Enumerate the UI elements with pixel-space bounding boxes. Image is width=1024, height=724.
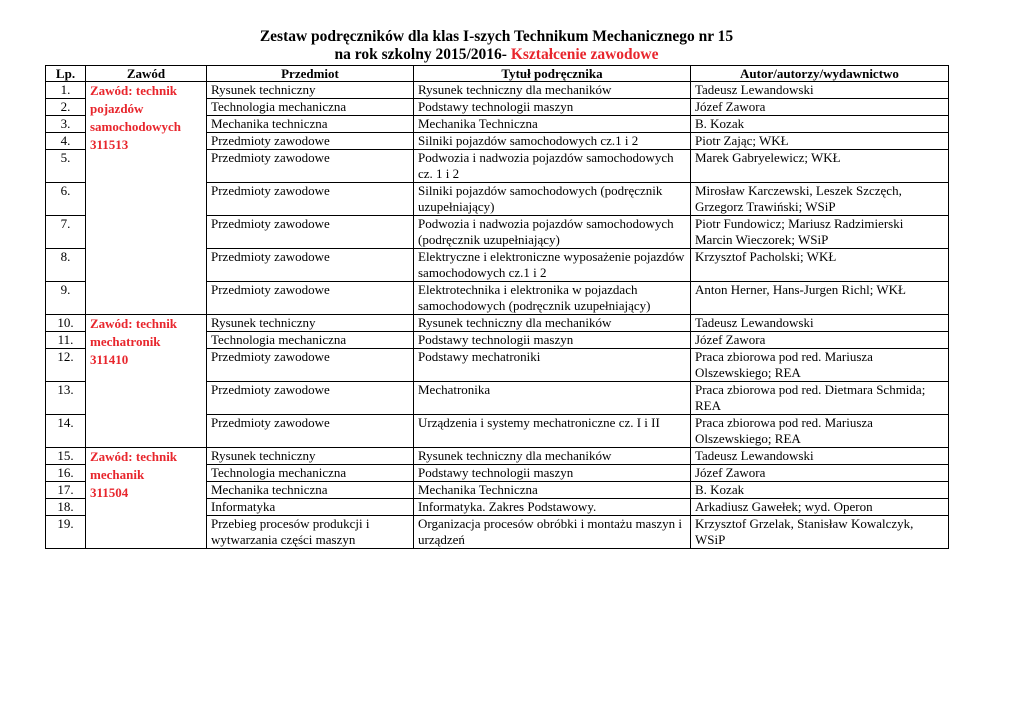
textbook-table (45, 65, 949, 549)
row-przedmiot: Przedmioty zawodowe (207, 249, 414, 282)
row-autor: Józef Zawora (691, 332, 949, 349)
row-autor: Tadeusz Lewandowski (691, 315, 949, 332)
row-autor: Arkadiusz Gawełek; wyd. Operon (691, 499, 949, 516)
header-tytul: Tytuł podręcznika (414, 66, 691, 82)
row-lp: 9. (46, 282, 86, 315)
row-autor: Praca zbiorowa pod red. Mariusza Olszewskiego; REA (691, 349, 949, 382)
row-lp: 5. (46, 150, 86, 183)
row-przedmiot: Informatyka (207, 499, 414, 516)
row-tytul: Organizacja procesów obróbki i montażu maszyn i urządzeń (414, 516, 691, 549)
row-tytul: Elektryczne i elektroniczne wyposażenie pojazdów samochodowych cz.1 i 2 (414, 249, 691, 282)
row-autor: Praca zbiorowa pod red. Dietmara Schmida; REA (691, 382, 949, 415)
row-przedmiot: Mechanika techniczna (207, 116, 414, 133)
row-autor: B. Kozak (691, 482, 949, 499)
row-przedmiot: Technologia mechaniczna (207, 99, 414, 116)
row-lp: 10. (46, 315, 86, 332)
row-tytul: Rysunek techniczny dla mechaników (414, 82, 691, 99)
table-row (46, 448, 949, 465)
row-przedmiot: Przedmioty zawodowe (207, 150, 414, 183)
zawod-name: mechanik (90, 467, 145, 482)
row-przedmiot: Przedmioty zawodowe (207, 216, 414, 249)
title-line-2 (45, 46, 948, 64)
row-lp: 15. (46, 448, 86, 465)
row-tytul: Podstawy mechatroniki (414, 349, 691, 382)
row-lp: 1. (46, 82, 86, 99)
row-przedmiot: Rysunek techniczny (207, 315, 414, 332)
row-tytul: Podwozia i nadwozia pojazdów samochodowych cz. 1 i 2 (414, 150, 691, 183)
zawod-cell-pojazdy (86, 82, 207, 315)
zawod-code: 311410 (90, 352, 129, 367)
row-przedmiot: Rysunek techniczny (207, 82, 414, 99)
row-tytul: Podstawy technologii maszyn (414, 332, 691, 349)
document-page (45, 28, 948, 549)
row-autor: Praca zbiorowa pod red. Mariusza Olszewskiego; REA (691, 415, 949, 448)
row-przedmiot: Technologia mechaniczna (207, 465, 414, 482)
row-przedmiot: Przedmioty zawodowe (207, 282, 414, 315)
row-lp: 2. (46, 99, 86, 116)
row-lp: 7. (46, 216, 86, 249)
row-lp: 6. (46, 183, 86, 216)
row-autor: Mirosław Karczewski, Leszek Szczęch, Grzegorz Trawiński; WSiP (691, 183, 949, 216)
row-tytul: Urządzenia i systemy mechatroniczne cz. I i II (414, 415, 691, 448)
row-przedmiot: Technologia mechaniczna (207, 332, 414, 349)
zawod-cell-mechatronik (86, 315, 207, 448)
row-autor: Tadeusz Lewandowski (691, 82, 949, 99)
zawod-name: mechatronik (90, 334, 161, 349)
row-przedmiot: Przedmioty zawodowe (207, 183, 414, 216)
header-autor: Autor/autorzy/wydawnictwo (691, 66, 949, 82)
row-tytul: Mechatronika (414, 382, 691, 415)
row-tytul: Podstawy technologii maszyn (414, 99, 691, 116)
row-tytul: Silniki pojazdów samochodowych cz.1 i 2 (414, 133, 691, 150)
row-tytul: Elektrotechnika i elektronika w pojazdach samochodowych (podręcznik uzupełniający) (414, 282, 691, 315)
row-tytul: Rysunek techniczny dla mechaników (414, 448, 691, 465)
row-tytul: Silniki pojazdów samochodowych (podręcznik uzupełniający) (414, 183, 691, 216)
zawod-code: 311513 (90, 137, 129, 152)
row-lp: 17. (46, 482, 86, 499)
header-przedmiot: Przedmiot (207, 66, 414, 82)
row-autor: Anton Herner, Hans-Jurgen Richl; WKŁ (691, 282, 949, 315)
row-autor: Józef Zawora (691, 99, 949, 116)
row-tytul: Podwozia i nadwozia pojazdów samochodowych (podręcznik uzupełniający) (414, 216, 691, 249)
document-title (45, 28, 948, 64)
row-przedmiot: Przedmioty zawodowe (207, 415, 414, 448)
row-lp: 3. (46, 116, 86, 133)
row-autor: Krzysztof Pacholski; WKŁ (691, 249, 949, 282)
table-row (46, 82, 949, 99)
row-autor: B. Kozak (691, 116, 949, 133)
row-autor: Piotr Fundowicz; Mariusz Radzimierski Marcin Wieczorek; WSiP (691, 216, 949, 249)
header-zawod: Zawód (86, 66, 207, 82)
row-lp: 11. (46, 332, 86, 349)
row-przedmiot: Przedmioty zawodowe (207, 349, 414, 382)
table-header-row (46, 66, 949, 82)
row-lp: 13. (46, 382, 86, 415)
zawod-name: samochodowych (90, 119, 182, 134)
row-przedmiot: Rysunek techniczny (207, 448, 414, 465)
zawod-code: 311504 (90, 485, 129, 500)
title-line-2-highlight: Kształcenie zawodowe (510, 46, 659, 63)
row-autor: Krzysztof Grzelak, Stanisław Kowalczyk, WSiP (691, 516, 949, 549)
zawod-name: pojazdów (90, 101, 144, 116)
row-tytul: Mechanika Techniczna (414, 116, 691, 133)
header-lp: Lp. (46, 66, 86, 82)
zawod-label: Zawód: technik (90, 449, 178, 464)
title-line-2-prefix: na rok szkolny 2015/2016- (334, 46, 511, 63)
row-przedmiot: Przedmioty zawodowe (207, 382, 414, 415)
row-tytul: Mechanika Techniczna (414, 482, 691, 499)
row-lp: 14. (46, 415, 86, 448)
zawod-label: Zawód: technik (90, 316, 178, 331)
row-lp: 8. (46, 249, 86, 282)
row-autor: Tadeusz Lewandowski (691, 448, 949, 465)
row-tytul: Informatyka. Zakres Podstawowy. (414, 499, 691, 516)
title-line-1: Zestaw podręczników dla klas I-szych Technikum Mechanicznego nr 15 (259, 28, 734, 45)
row-tytul: Podstawy technologii maszyn (414, 465, 691, 482)
zawod-cell-mechanik (86, 448, 207, 549)
row-autor: Józef Zawora (691, 465, 949, 482)
row-autor: Marek Gabryelewicz; WKŁ (691, 150, 949, 183)
row-lp: 19. (46, 516, 86, 549)
row-lp: 16. (46, 465, 86, 482)
row-lp: 4. (46, 133, 86, 150)
row-przedmiot: Przebieg procesów produkcji i wytwarzania części maszyn (207, 516, 414, 549)
row-autor: Piotr Zając; WKŁ (691, 133, 949, 150)
row-tytul: Rysunek techniczny dla mechaników (414, 315, 691, 332)
row-przedmiot: Przedmioty zawodowe (207, 133, 414, 150)
row-przedmiot: Mechanika techniczna (207, 482, 414, 499)
row-lp: 18. (46, 499, 86, 516)
row-lp: 12. (46, 349, 86, 382)
zawod-label: Zawód: technik (90, 83, 178, 98)
table-row (46, 315, 949, 332)
